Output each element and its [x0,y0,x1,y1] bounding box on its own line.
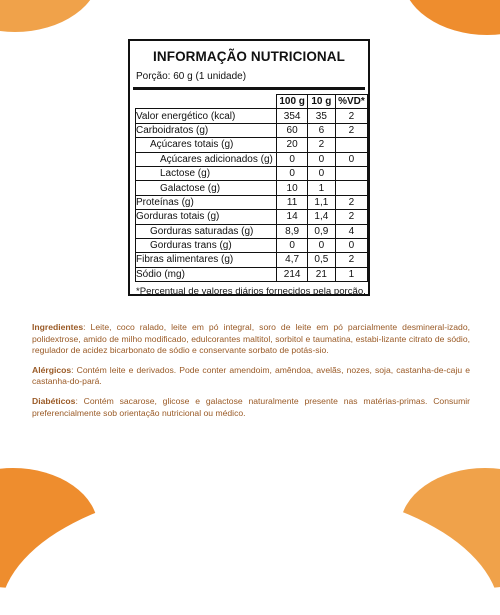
header-vd: %VD* [335,95,367,109]
vd-footnote: *Percentual de valores diários fornecidos pela porção. [136,286,366,298]
nutrient-name: Proteínas (g) [136,195,277,209]
value-10g: 6 [307,123,335,137]
value-10g: 35 [307,109,335,123]
value-vd: 2 [335,123,367,137]
ingredients-text: : Leite, coco ralado, leite em pó integral, soro de leite em pó parcialmente desmineral-izado, polidextrose, amido de milho modificado, edulcorantes maltitol, sorbitol e taumatina, estabi-lizante citrato de sódio, regulador de acidez bicarbonato de sódio e conservante sorbato de potás-sio. [32,322,470,356]
table-row [136,152,368,166]
diabetics-paragraph [32,396,470,419]
value-10g: 1,1 [307,195,335,209]
value-vd [335,166,367,180]
table-row [136,123,368,137]
nutrient-name: Valor energético (kcal) [136,109,277,123]
nutrient-name: Açúcares totais (g) [136,138,277,152]
nutrient-name: Galactose (g) [136,181,277,195]
header-empty-cell [136,95,277,109]
value-10g: 0 [307,166,335,180]
value-100g: 20 [277,138,307,152]
value-10g: 1 [307,181,335,195]
label-divider [133,87,365,90]
value-100g: 4,7 [277,253,307,267]
table-row [136,224,368,238]
value-vd: 2 [335,195,367,209]
value-10g: 2 [307,138,335,152]
value-100g: 8,9 [277,224,307,238]
product-info-texts [32,322,470,427]
header-10g: 10 g [307,95,335,109]
table-row [136,166,368,180]
nutrient-name: Fibras alimentares (g) [136,253,277,267]
allergens-paragraph [32,365,470,388]
value-10g: 21 [307,267,335,281]
value-vd: 4 [335,224,367,238]
value-vd: 2 [335,210,367,224]
value-100g: 11 [277,195,307,209]
nutrition-table [135,94,368,282]
decor-orange-top-left [0,0,100,32]
diabetics-text: : Contém sacarose, glicose e galactose naturalmente presente nas matérias-primas. Consumir preferencialmente sob orientação nutricional ou médico. [32,395,470,418]
value-10g: 0,9 [307,224,335,238]
value-vd: 2 [335,109,367,123]
value-10g: 0 [307,152,335,166]
portion-text: Porção: 60 g (1 unidade) [136,71,247,82]
ingredients-heading: Ingredientes [32,322,84,332]
table-row [136,253,368,267]
diabetics-heading: Diabéticos [32,395,76,406]
value-100g: 354 [277,109,307,123]
value-10g: 1,4 [307,210,335,224]
value-vd: 0 [335,238,367,252]
value-100g: 14 [277,210,307,224]
value-10g: 0,5 [307,253,335,267]
nutrient-name: Lactose (g) [136,166,277,180]
allergens-heading: Alérgicos [32,364,72,375]
table-row [136,267,368,281]
table-header-row [136,95,368,109]
nutrient-name: Gorduras totais (g) [136,210,277,224]
value-vd [335,138,367,152]
value-100g: 10 [277,181,307,195]
table-row [136,138,368,152]
value-vd: 0 [335,152,367,166]
allergens-text: : Contém leite e derivados. Pode conter amendoim, amêndoa, avelãs, nozes, soja, castanha-de-caju e castanha-do-pará. [32,364,470,387]
header-100g: 100 g [277,95,307,109]
ingredients-paragraph [32,322,470,357]
value-100g: 0 [277,152,307,166]
decor-orange-top-right [402,0,500,35]
value-100g: 214 [277,267,307,281]
label-title: INFORMAÇÃO NUTRICIONAL [153,49,345,64]
table-row [136,238,368,252]
value-100g: 0 [277,238,307,252]
value-vd: 1 [335,267,367,281]
value-100g: 60 [277,123,307,137]
value-100g: 0 [277,166,307,180]
value-vd: 2 [335,253,367,267]
nutrient-name: Carboidratos (g) [136,123,277,137]
nutrient-name: Sódio (mg) [136,267,277,281]
value-10g: 0 [307,238,335,252]
nutrient-name: Açúcares adicionados (g) [136,152,277,166]
table-row [136,181,368,195]
table-row [136,210,368,224]
nutrient-name: Gorduras saturadas (g) [136,224,277,238]
table-row [136,109,368,123]
nutrition-label [128,39,370,296]
value-vd [335,181,367,195]
nutrient-name: Gorduras trans (g) [136,238,277,252]
table-row [136,195,368,209]
